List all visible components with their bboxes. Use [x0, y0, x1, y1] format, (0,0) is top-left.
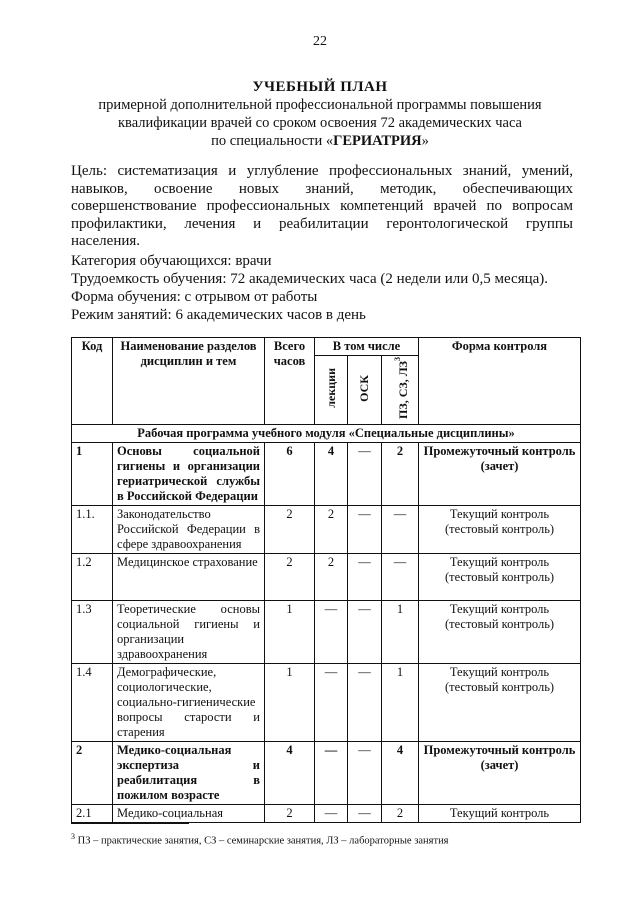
row-control-form: Текущий контроль: [419, 804, 581, 822]
row-code: 1.4: [72, 663, 113, 741]
table-row: [72, 804, 581, 822]
category-line: Категория обучающихся: врачи: [71, 253, 272, 269]
table-row: [72, 600, 581, 663]
row-osk: —: [348, 505, 382, 553]
row-osk: —: [348, 663, 382, 741]
table-row: [72, 553, 581, 600]
row-control-form: Промежуточный контроль (зачет): [419, 442, 581, 505]
row-total-hours: 1: [265, 600, 315, 663]
table-row: [72, 741, 581, 804]
row-practical: 2: [382, 804, 419, 822]
header-pz: ПЗ, СЗ, $ЛЗ^3$: [392, 357, 410, 419]
header-total: Всего часов: [265, 338, 315, 425]
module-title: Рабочая программа учебного модуля «Специальные дисциплины»: [72, 424, 581, 442]
row-control-form: Текущий контроль (тестовый контроль): [419, 663, 581, 741]
row-control-form: Текущий контроль (тестовый контроль): [419, 600, 581, 663]
row-total-hours: 6: [265, 442, 315, 505]
row-lectures: 2: [315, 505, 348, 553]
form-line: Форма обучения: с отрывом от работы: [71, 289, 318, 305]
row-lectures: —: [315, 741, 348, 804]
row-name: Основы социальной гигиены и организации гериатрической службы в Российской Федерации: [113, 442, 265, 505]
row-code: 1.3: [72, 600, 113, 663]
row-control-form: Промежуточный контроль (зачет): [419, 741, 581, 804]
row-code: 1: [72, 442, 113, 505]
table-row: [72, 505, 581, 553]
row-total-hours: 2: [265, 505, 315, 553]
header-osk: ОСК: [357, 374, 371, 402]
header-including: В том числе: [315, 338, 419, 356]
row-osk: —: [348, 600, 382, 663]
specialty-name: ГЕРИАТРИЯ: [333, 133, 422, 149]
row-total-hours: 2: [265, 553, 315, 600]
row-name: Демографические, социологические, социально-гигиенические вопросы старости и старения: [113, 663, 265, 741]
row-lectures: 4: [315, 442, 348, 505]
row-code: 2.1: [72, 804, 113, 822]
row-name: Законодательство Российской Федерации в сфере здравоохранения: [113, 505, 265, 553]
header-name: Наименование разделов дисциплин и тем: [113, 338, 265, 425]
row-practical: —: [382, 505, 419, 553]
curriculum-table: [71, 337, 581, 823]
row-code: 2: [72, 741, 113, 804]
row-practical: 4: [382, 741, 419, 804]
document-title: [70, 78, 570, 150]
row-osk: —: [348, 553, 382, 600]
footnote-divider: [71, 823, 189, 824]
header-lectures: лекции: [323, 368, 338, 408]
header-code: Код: [72, 338, 113, 425]
title-line-1: примерной дополнительной профессиональной программы повышения: [98, 97, 542, 113]
row-practical: 2: [382, 442, 419, 505]
row-lectures: —: [315, 600, 348, 663]
row-osk: —: [348, 741, 382, 804]
row-practical: —: [382, 553, 419, 600]
row-name: Медицинское страхование: [113, 553, 265, 600]
header-control: Форма контроля: [419, 338, 581, 425]
row-practical: 1: [382, 600, 419, 663]
mode-line: Режим занятий: 6 академических часов в день: [71, 307, 366, 323]
footnote: $^3$ ПЗ – практические занятия, СЗ – семинарские занятия, ЛЗ – лабораторные занятия: [71, 832, 449, 847]
row-lectures: —: [315, 804, 348, 822]
workload-line: Трудоемкость обучения: 72 академических часа (2 недели или 0,5 месяца).: [71, 271, 549, 287]
row-osk: —: [348, 804, 382, 822]
title-line-2: квалификации врачей со сроком освоения 72 академических часа: [118, 115, 522, 131]
row-control-form: Текущий контроль (тестовый контроль): [419, 505, 581, 553]
row-total-hours: 4: [265, 741, 315, 804]
row-practical: 1: [382, 663, 419, 741]
row-total-hours: 1: [265, 663, 315, 741]
row-name: Медико-социальная: [113, 804, 265, 822]
row-control-form: Текущий контроль (тестовый контроль): [419, 553, 581, 600]
row-lectures: 2: [315, 553, 348, 600]
page-number: 22: [313, 34, 327, 49]
row-total-hours: 2: [265, 804, 315, 822]
title-line-3: по специальности «ГЕРИАТРИЯ»: [211, 133, 429, 149]
row-name: Медико-социальная экспертиза и реабилитация в пожилом возрасте: [113, 741, 265, 804]
row-code: 1.1.: [72, 505, 113, 553]
table-row: [72, 442, 581, 505]
goal-paragraph: Цель: систематизация и углубление профессиональных знаний, умений, навыков, освоение новых знаний, методик, обеспечивающих совершенствование профессиональных компетенций врачей по вопросам профилактики, лечения и реабилитации геронтологической группы населения.: [71, 163, 573, 249]
table-row: [72, 663, 581, 741]
row-lectures: —: [315, 663, 348, 741]
row-osk: —: [348, 442, 382, 505]
title-heading: УЧЕБНЫЙ ПЛАН: [252, 79, 388, 95]
row-code: 1.2: [72, 553, 113, 600]
row-name: Теоретические основы социальной гигиены и организации здравоохранения: [113, 600, 265, 663]
